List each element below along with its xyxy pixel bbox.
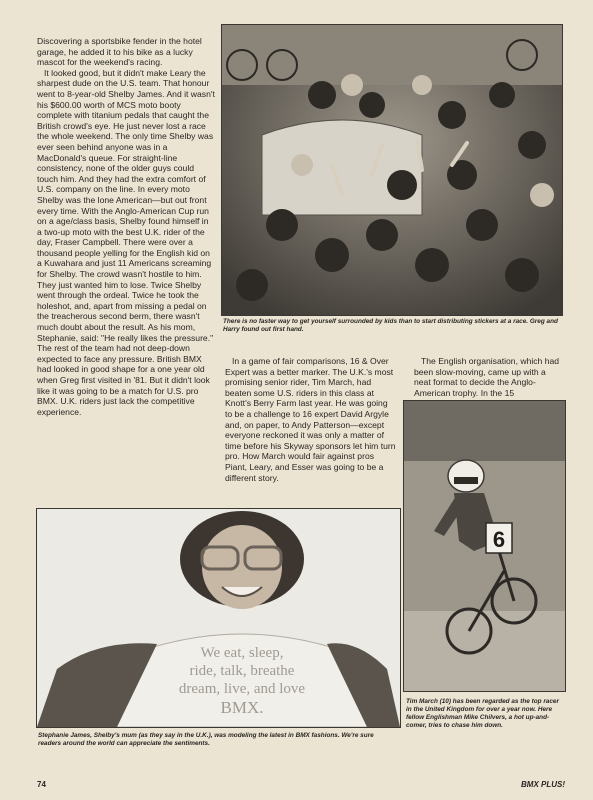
tim-march-photo-art [404, 401, 565, 691]
tim-march-photo [403, 400, 566, 692]
crowd-photo-art [222, 25, 562, 315]
magazine-name: BMX PLUS! [521, 780, 565, 789]
left-photo-caption: Stephanie James, Shelby's mum (as they say in the U.K.), was modeling the latest in BMX fashions. We're sure readers around the world can appreciate the sentiments. [38, 732, 374, 747]
column-3-text [414, 356, 564, 398]
top-photo-caption: There is no faster way to get yourself surrounded by kids than to start distributing stickers at a race. Greg and Harry found out first hand. [223, 318, 558, 333]
column-2-text [225, 356, 397, 483]
paragraph: The English organisation, which had been slow-moving, came up with a neat format to decide the Anglo-American trophy. In the 15 [414, 356, 560, 398]
shirt-line-2: ride, talk, breathe [189, 663, 295, 679]
shirt-line-3: dream, live, and love [178, 681, 306, 697]
number-plate: 6 [492, 527, 506, 552]
paragraph: It looked good, but it didn't make Leary the sharpest dude on the U.S. team. That honour went to 8-year-old Shelby James. And it wasn't his $600.00 worth of MCS moto booty complete with titanium pedals that caught the British crowd's eye. He just never lost a race the whole weekend. The only time Shelby was ever seen behind anyone was in a MacDonald's queue. For straight-line consistency, none of the older guys could touch him. And they had the extra comfort of U.S. company on the line. In every moto Shelby was the lone American—but out front every time. With the Anglo-American Cup run on a age/class basis, Shelby found himself in a two-up moto with the best U.K. rider of the day, Fraser Campbell. There were over a thousand people yelling for the English kid on a Kuwahara and just 11 Americans screaming for Shelby. The crowd wasn't hostile to him. They just wanted him to lose. Twice Shelby went through the ordeal. Twice he took the holeshot, and, apart from missing a pedal on the treacherous second berm, there wasn't much doubt about the result. As his mom, Stephanie, said: "He really likes the pressure." The rest of the team had not deep-down expected to face any pressure. British BMX had looked in good shape for a one year old when Greg first visited in '81. But it didn't look like it was going to be a match for U.S. pro BMX. U.K. riders just lack the competitive experience. [37, 67, 215, 417]
stephanie-photo [36, 508, 401, 728]
paragraph: Discovering a sportsbike fender in the hotel garage, he added it to his bike as a lucky mascot for the weekend's racing. [37, 36, 202, 68]
crowd-photo [221, 24, 563, 316]
shirt-line-1: We eat, sleep, [200, 645, 284, 661]
paragraph: In a game of fair comparisons, 16 & Over Expert was a better marker. The U.K.'s most promising senior rider, Tim March, had beaten some U.S. riders in this class at Knott's Berry Farm last year. He was going to be a challenge to 16 expert David Argyle and, on paper, to Andy Patterson—except everyone reckoned it was only a matter of time before his Skyway sponsors let him turn pro. How March would fair against pros Piant, Leary, and Esser was going to be a different story. [225, 356, 396, 483]
shirt-line-4: BMX. [220, 698, 264, 717]
right-photo-caption: Tim March (10) has been regarded as the top racer in the United Kingdom for over a year now. Here fellow Englishman Mike Chilvers, a hot up-and-comer, tries to chase him down. [406, 698, 559, 729]
page-number: 74 [37, 780, 46, 789]
stephanie-photo-art [37, 509, 400, 727]
column-1-text [37, 36, 215, 417]
